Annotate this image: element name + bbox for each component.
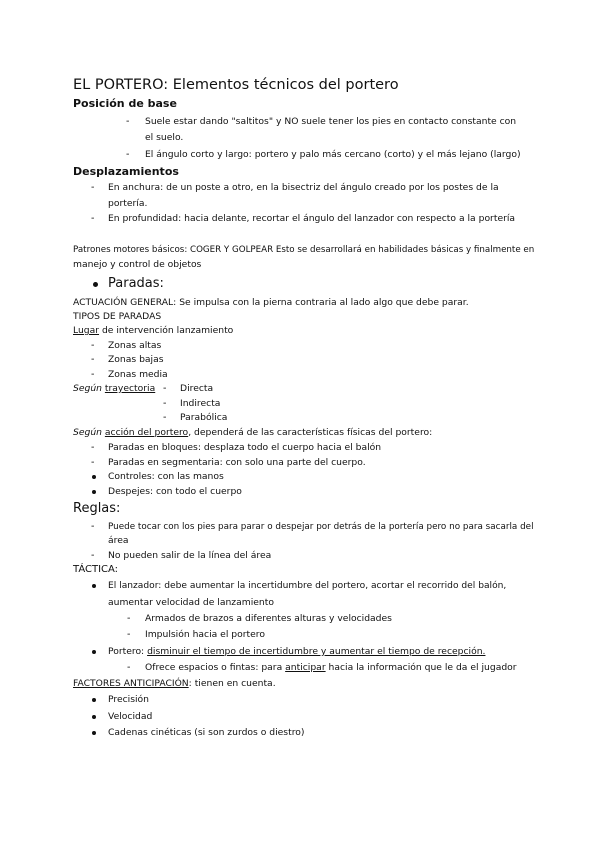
actuacion-line — [73, 297, 469, 309]
list-item: el suelo. — [145, 132, 184, 143]
list-item: Indirecta — [180, 398, 221, 409]
list-item: Impulsión hacia el portero — [145, 629, 265, 640]
list-item: En profundidad: hacia delante, recortar el ángulo del lanzador con respecto a la portería — [108, 213, 516, 224]
page-title: EL PORTERO: Elementos técnicos del portero — [73, 77, 399, 93]
list-item: Parabólica — [180, 412, 228, 423]
list-item: Precisión — [108, 694, 149, 705]
portero-underlined: disminuir el tiempo de incertidumbre y aumentar el tiempo de recepción. — [147, 646, 486, 657]
reglas-heading: Reglas: — [73, 501, 121, 516]
list-item: Suele estar dando "saltitos" y NO suele tener los pies en contacto constante con — [145, 116, 517, 127]
patrones-line: manejo y control de objetos — [73, 259, 202, 270]
list-item: Paradas en segmentaria: con solo una parte del cuerpo. — [108, 457, 366, 468]
bullet-marker — [92, 584, 96, 588]
bullet-marker — [93, 282, 98, 287]
list-item: Paradas en bloques: desplaza todo el cuerpo hacia el balón — [108, 442, 382, 453]
tactica-heading: TÁCTICA: — [73, 564, 119, 575]
trayectoria-line — [73, 383, 155, 395]
accion-pre: Según — [73, 427, 105, 438]
actuacion-text: Se impulsa con la pierna contraria al lado algo que debe parar. — [179, 297, 469, 308]
dash-marker: - — [91, 213, 95, 224]
list-item: No pueden salir de la línea del área — [108, 550, 272, 561]
trayectoria-pre: Según — [73, 383, 105, 394]
dash-marker: - — [91, 457, 95, 468]
list-item: aumentar velocidad de lanzamiento — [108, 597, 274, 608]
list-item: Velocidad — [108, 711, 153, 722]
list-item: Zonas bajas — [108, 354, 164, 365]
list-item: El lanzador: debe aumentar la incertidumbre del portero, acortar el recorrido del balón, — [108, 581, 507, 591]
dash-marker: - — [91, 550, 95, 561]
dash-marker: - — [91, 521, 95, 532]
ofrece-underlined: anticipar — [285, 662, 326, 673]
posicion-heading: Posición de base — [73, 97, 177, 110]
accion-line — [73, 427, 432, 439]
dash-marker: - — [91, 354, 95, 365]
list-item: Controles: con las manos — [108, 471, 224, 482]
ofrece-rest: hacia la información que le da el jugador — [325, 662, 517, 673]
patrones-line: Patrones motores básicos: COGER Y GOLPEAR Esto se desarrollará en habilidades básicas y finalmente en — [73, 245, 535, 255]
ofrece-pre: Ofrece espacios o fintas: para — [145, 662, 286, 673]
bullet-marker — [92, 731, 96, 735]
list-item: En anchura: de un poste a otro, en la bisectriz del ángulo creado por los postes de la — [108, 182, 499, 193]
dash-marker: - — [91, 182, 95, 193]
dash-marker: - — [91, 340, 95, 351]
bullet-marker — [92, 490, 96, 494]
bullet-marker — [92, 475, 96, 479]
dash-marker: - — [127, 629, 131, 640]
actuacion-label: ACTUACIÓN GENERAL: — [73, 297, 177, 308]
bullet-marker — [92, 698, 96, 702]
trayectoria-label: trayectoria — [104, 383, 156, 394]
paradas-heading: Paradas: — [108, 276, 164, 291]
dash-marker: - — [91, 442, 95, 453]
list-item: área — [108, 535, 129, 546]
dash-marker: - — [91, 369, 95, 380]
bullet-marker — [92, 650, 96, 654]
dash-marker: - — [163, 412, 167, 423]
portero-label: Portero: — [108, 646, 148, 657]
desplazamientos-heading: Desplazamientos — [73, 165, 179, 178]
list-item: Zonas altas — [108, 340, 162, 351]
ofrece-line — [145, 662, 517, 674]
factores-rest: : tienen en cuenta. — [188, 678, 276, 689]
factores-line — [73, 678, 276, 690]
lugar-label: Lugar — [73, 325, 100, 336]
dash-marker: - — [163, 398, 167, 409]
dash-marker: - — [127, 662, 131, 673]
lugar-line — [73, 325, 233, 337]
lugar-rest: de intervención lanzamiento — [99, 325, 234, 336]
dash-marker: - — [126, 149, 130, 160]
list-item: Despejes: con todo el cuerpo — [108, 486, 242, 497]
portero-line — [108, 646, 485, 658]
tipos-heading: TIPOS DE PARADAS — [73, 311, 162, 322]
list-item: Puede tocar con los pies para parar o despejar por detrás de la portería pero no para sacarla del — [108, 522, 534, 532]
accion-label: acción del portero — [104, 427, 189, 438]
list-item: El ángulo corto y largo: portero y palo más cercano (corto) y el más lejano (largo) — [145, 149, 521, 160]
factores-heading: FACTORES ANTICIPACIÓN — [73, 678, 189, 689]
list-item: Zonas media — [108, 369, 168, 380]
bullet-marker — [92, 715, 96, 719]
list-item: Cadenas cinéticas (si son zurdos o diestro) — [108, 727, 305, 738]
dash-marker: - — [127, 613, 131, 624]
dash-marker: - — [163, 383, 167, 394]
list-item: Armados de brazos a diferentes alturas y velocidades — [145, 613, 392, 624]
dash-marker: - — [126, 116, 130, 127]
accion-rest: , dependerá de las características físicas del portero: — [188, 427, 433, 438]
list-item: Directa — [180, 383, 214, 394]
list-item: portería. — [108, 198, 148, 209]
